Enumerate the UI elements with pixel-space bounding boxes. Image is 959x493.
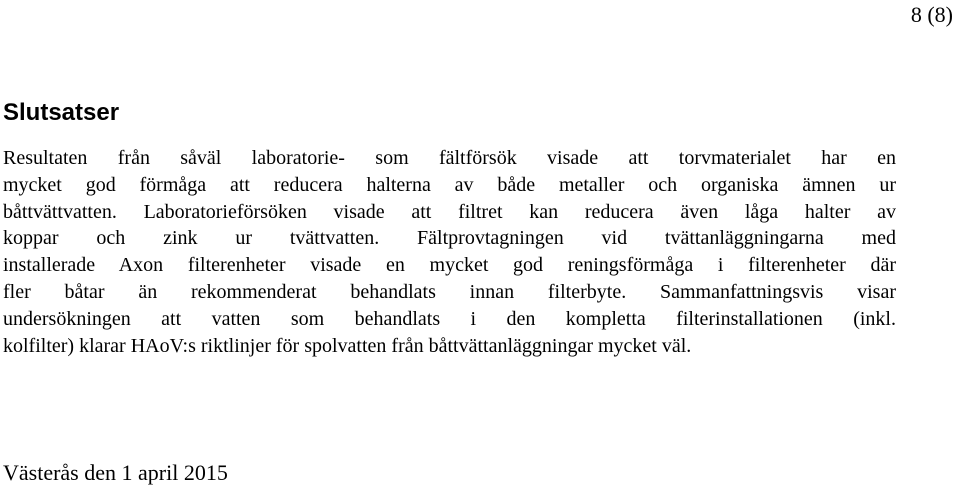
paragraph-line: fler båtar än rekommenderat behandlats innan filterbyte. Sammanfattningsvis visar <box>3 280 896 303</box>
paragraph-line: båttvättvatten. Laboratorieförsöken visade att filtret kan reducera även låga halter av <box>3 200 896 223</box>
paragraph-line: installerade Axon filterenheter visade en mycket god reningsförmåga i filterenheter där <box>3 254 896 277</box>
conclusions-paragraph <box>3 145 896 359</box>
paragraph-line: Resultaten från såväl laboratorie- som fältförsök visade att torvmaterialet har en <box>3 147 896 169</box>
page-number: 8 (8) <box>910 2 953 27</box>
paragraph-line: undersökningen att vatten som behandlats i den kompletta filterinstallationen (inkl. <box>3 307 896 330</box>
section-heading: Slutsatser <box>3 99 120 126</box>
paragraph-line: kolfilter) klarar HAoV:s riktlinjer för spolvatten från båttvättanläggningar mycket väl. <box>3 334 692 357</box>
paragraph-line: koppar och zink ur tvättvatten. Fältprovtagningen vid tvättanläggningarna med <box>3 227 896 250</box>
place-date-line: Västerås den 1 april 2015 <box>3 460 228 485</box>
paragraph-line: mycket god förmåga att reducera halterna av både metaller och organiska ämnen ur <box>3 173 896 196</box>
